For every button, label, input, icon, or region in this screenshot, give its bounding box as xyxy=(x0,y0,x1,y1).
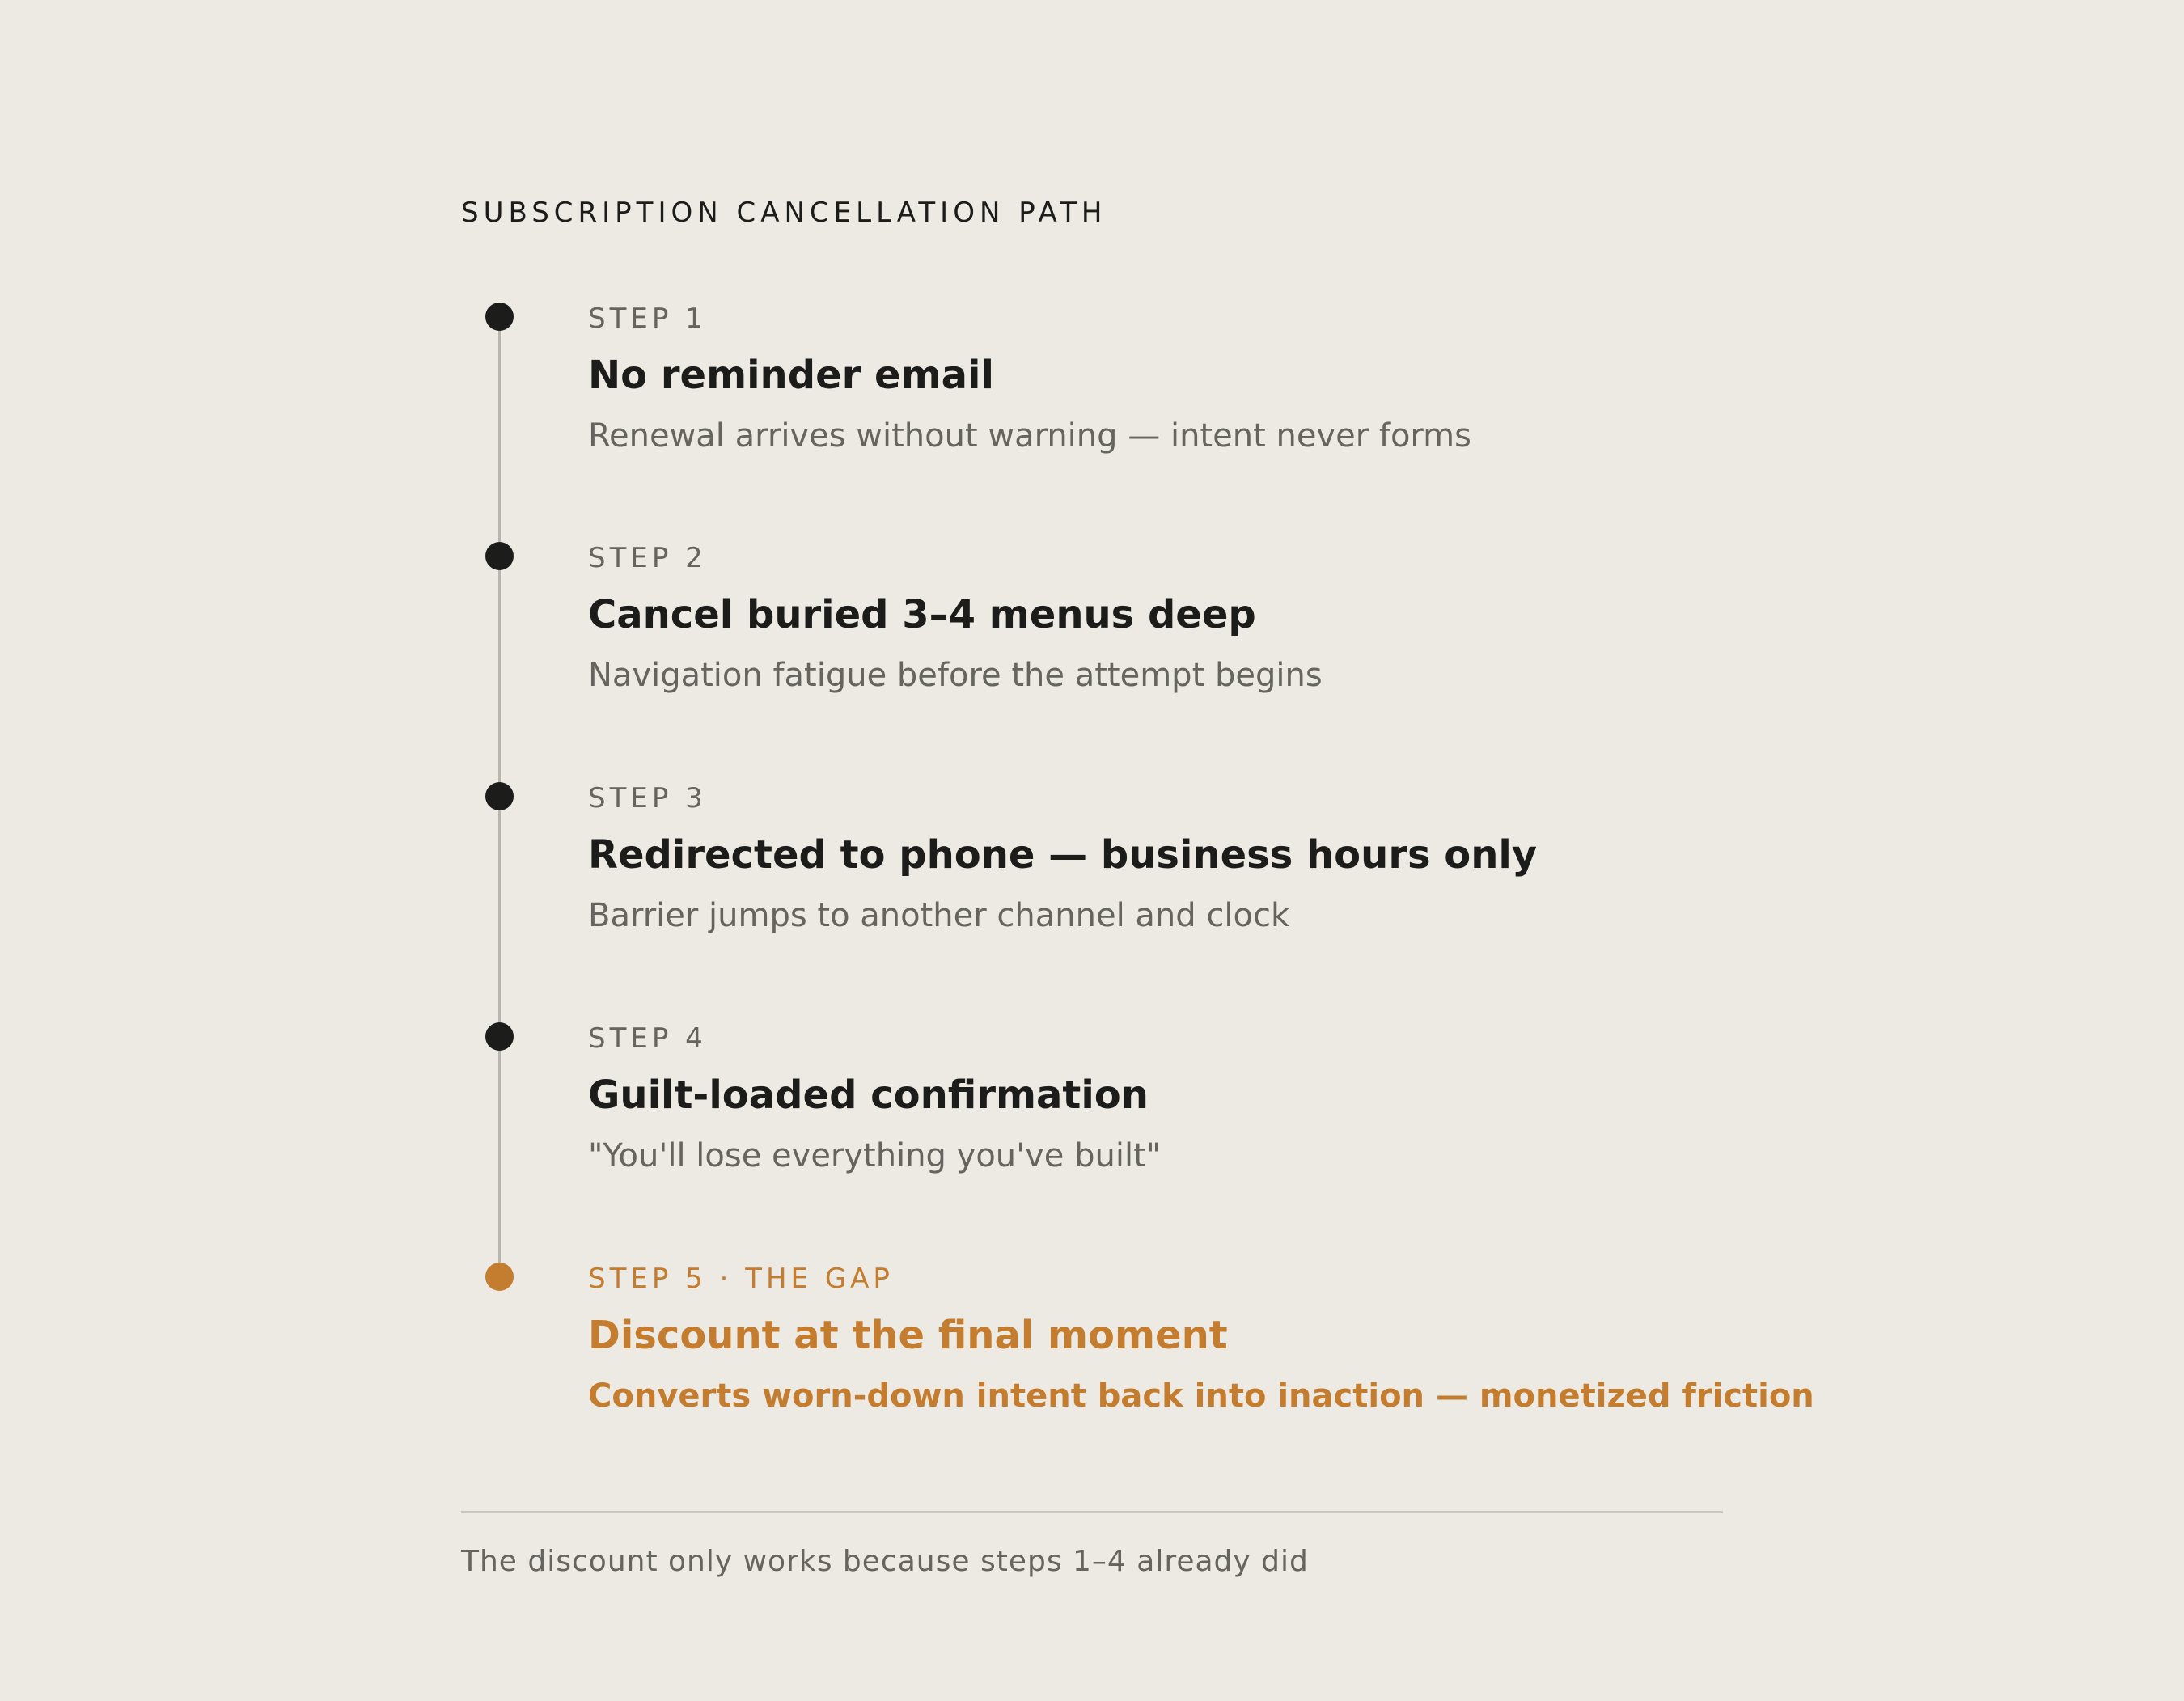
step-5-the-gap xyxy=(461,1263,1814,1457)
step-marker-dot xyxy=(485,782,514,810)
step-title: Redirected to phone — business hours only xyxy=(588,832,1538,878)
step-label: STEP 2 xyxy=(588,542,707,574)
step-description: Navigation fatigue before the attempt begins xyxy=(588,657,1323,694)
step-4 xyxy=(461,1022,1723,1217)
step-marker-dot xyxy=(485,1022,514,1051)
step-marker-dot xyxy=(485,303,514,331)
step-title: Discount at the final moment xyxy=(588,1313,1228,1358)
step-description: Converts worn-down intent back into inaction — monetized friction xyxy=(588,1377,1814,1415)
step-title: No reminder email xyxy=(588,353,994,398)
step-description: Barrier jumps to another channel and clock xyxy=(588,897,1290,934)
divider xyxy=(461,1511,1723,1513)
step-1 xyxy=(461,303,1723,497)
step-2 xyxy=(461,542,1723,736)
step-label: STEP 1 xyxy=(588,303,707,335)
step-label: STEP 3 xyxy=(588,782,707,815)
step-description: Renewal arrives without warning — intent never forms xyxy=(588,417,1471,455)
step-label: STEP 4 xyxy=(588,1022,707,1055)
step-title: Guilt-loaded confirmation xyxy=(588,1073,1149,1118)
diagram-heading: SUBSCRIPTION CANCELLATION PATH xyxy=(461,197,1107,229)
step-description: "You'll lose everything you've built" xyxy=(588,1137,1162,1174)
step-3 xyxy=(461,782,1723,976)
step-marker-dot xyxy=(485,542,514,570)
step-marker-dot-accent xyxy=(485,1263,514,1291)
footnote: The discount only works because steps 1–4 already did xyxy=(461,1545,1309,1578)
step-title: Cancel buried 3–4 menus deep xyxy=(588,592,1256,637)
step-label: STEP 5 · THE GAP xyxy=(588,1263,894,1295)
